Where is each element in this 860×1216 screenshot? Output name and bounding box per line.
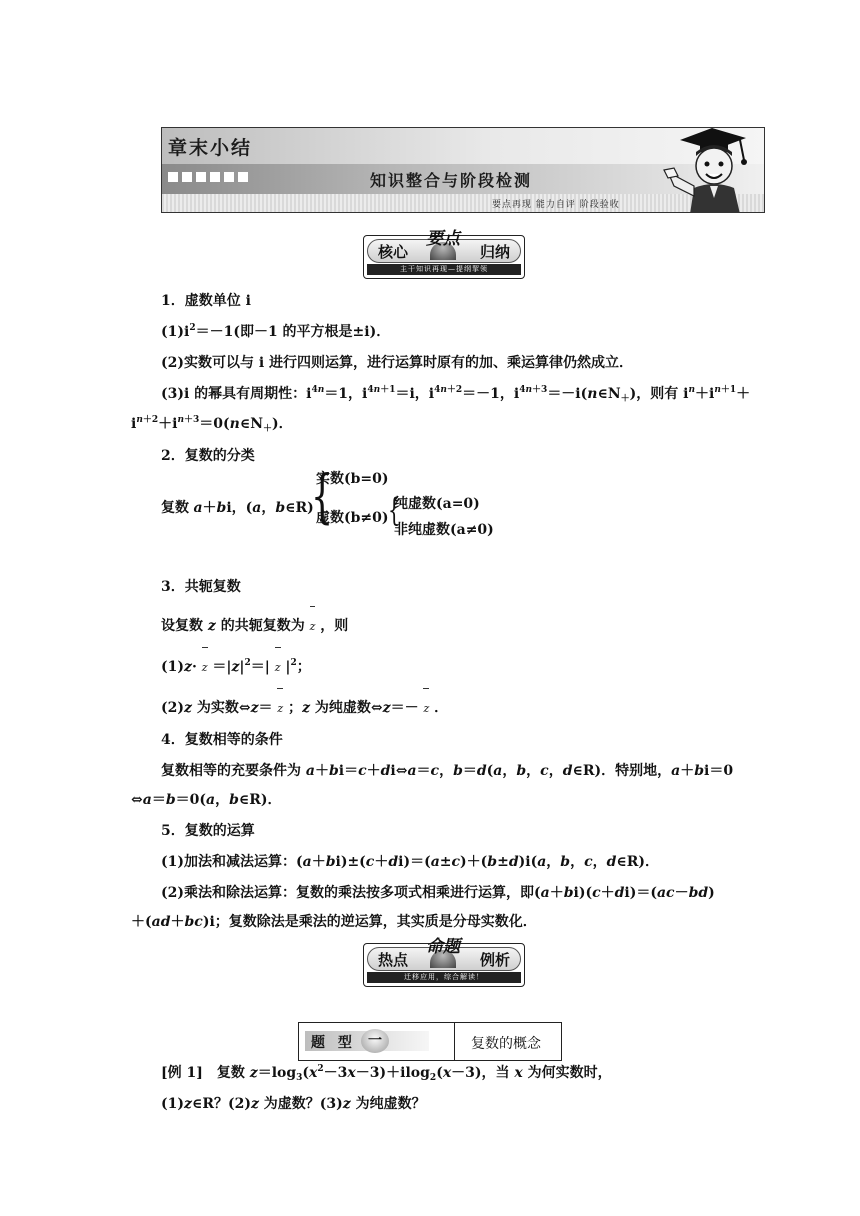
text-3-0: 设复数 z 的共轭复数为 z ，则 [161, 618, 349, 634]
chapter-subtitle: 知识整合与阶段检测 [370, 171, 533, 190]
text-1-1: $(1)i^2=-1$(即－1 的平方根是±i)． [161, 323, 391, 340]
classification-nonpure: 非纯虚数(a≠0) [394, 522, 494, 538]
decorative-squares [168, 172, 248, 182]
text-1-2: (2)实数可以与 i 进行四则运算，进行运算时原有的加、乘运算律仍然成立． [161, 355, 634, 371]
chapter-title: 章末小结 [168, 137, 253, 159]
heading-1: 1．虚数单位 i [161, 293, 251, 309]
classification-root: 复数 a＋bi，(a，b∈R) [161, 500, 314, 516]
text-3-2: (2)z 为实数⇔z＝ z ；z 为纯虚数⇔z＝－ z ． [161, 700, 449, 716]
badge-word-right: 归纳 [479, 243, 510, 261]
classification-pure: 纯虚数(a=0) [394, 496, 480, 512]
badge-word-left: 核心 [378, 243, 409, 261]
classification-imag: 虚数(b≠0) [316, 510, 389, 526]
topic-number: 一 [361, 1029, 389, 1053]
badge-strip: 迁移应用，综合解读！ [367, 972, 521, 983]
badge-strip: 主干知识再现—提纲挈领 [367, 264, 521, 275]
badge-word-right: 例析 [479, 951, 510, 969]
text-4-1: 复数相等的充要条件为 a＋bi＝c＋di⇔a＝c，b＝d(a，b，c，d∈R)．特别地，a＋bi＝0 [161, 763, 734, 779]
text-5-2b: ＋(ad＋bc)i；复数除法是乘法的逆运算，其实质是分母实数化． [131, 914, 537, 930]
section-badge-key-points [363, 229, 525, 279]
classification-real: 实数(b=0) [316, 471, 389, 487]
example-1: [例 1] 复数 $z=\log_3(x^2-3x-3)+ilog_2(x-3)$，当 x 为何实数时， [161, 1064, 612, 1083]
chapter-summary-banner [161, 127, 765, 213]
graduate-mascot-icon [660, 127, 756, 213]
topic-title: 复数的概念 [471, 1036, 541, 1052]
topic-box [298, 1022, 562, 1061]
badge-word-left: 热点 [378, 951, 409, 969]
brace-inner: { [388, 491, 401, 529]
text-5-2a: (2)乘法和除法运算：复数的乘法按多项式相乘进行运算，即(a＋bi)(c＋di)＝(ac－bd) [161, 885, 715, 901]
chapter-tags: 要点再现 能力自评 阶段验收 [492, 200, 620, 210]
badge-word-center: 要点 [426, 229, 460, 249]
text-5-1: (1)加法和减法运算：(a＋bi)±(c＋di)＝(a±c)＋(b±d)i(a，b，c，d∈R)． [161, 854, 660, 870]
example-1-questions: (1)z∈R？(2)z 为虚数？(3)z 为纯虚数？ [161, 1096, 426, 1112]
text-1-3b: $i^{n+2}+i^{n+3}=0(n\in N_+)$． [131, 415, 293, 434]
heading-5: 5．复数的运算 [161, 823, 255, 839]
heading-4: 4．复数相等的条件 [161, 732, 283, 748]
text-1-3a: (3)i 的幂具有周期性：$i^{4n}=1$，$i^{4n+1}=i$，$i^{4n+2}=-1$，$i^{4n+3}=-i(n\in N_+)$，则有 $i^n+i^{n+1}+$ [161, 385, 751, 404]
text-3-1: $(1)z\cdot z =|z|^2=|$ z $|^2$； [161, 658, 311, 675]
topic-label: 题 型 [311, 1035, 356, 1051]
brace-outer: { [311, 462, 334, 530]
heading-3: 3．共轭复数 [161, 579, 241, 595]
section-badge-examples [363, 937, 525, 987]
heading-2: 2．复数的分类 [161, 448, 255, 464]
text-4-2: ⇔a＝b＝0(a，b∈R)． [131, 792, 282, 808]
badge-word-center: 命题 [426, 937, 460, 957]
